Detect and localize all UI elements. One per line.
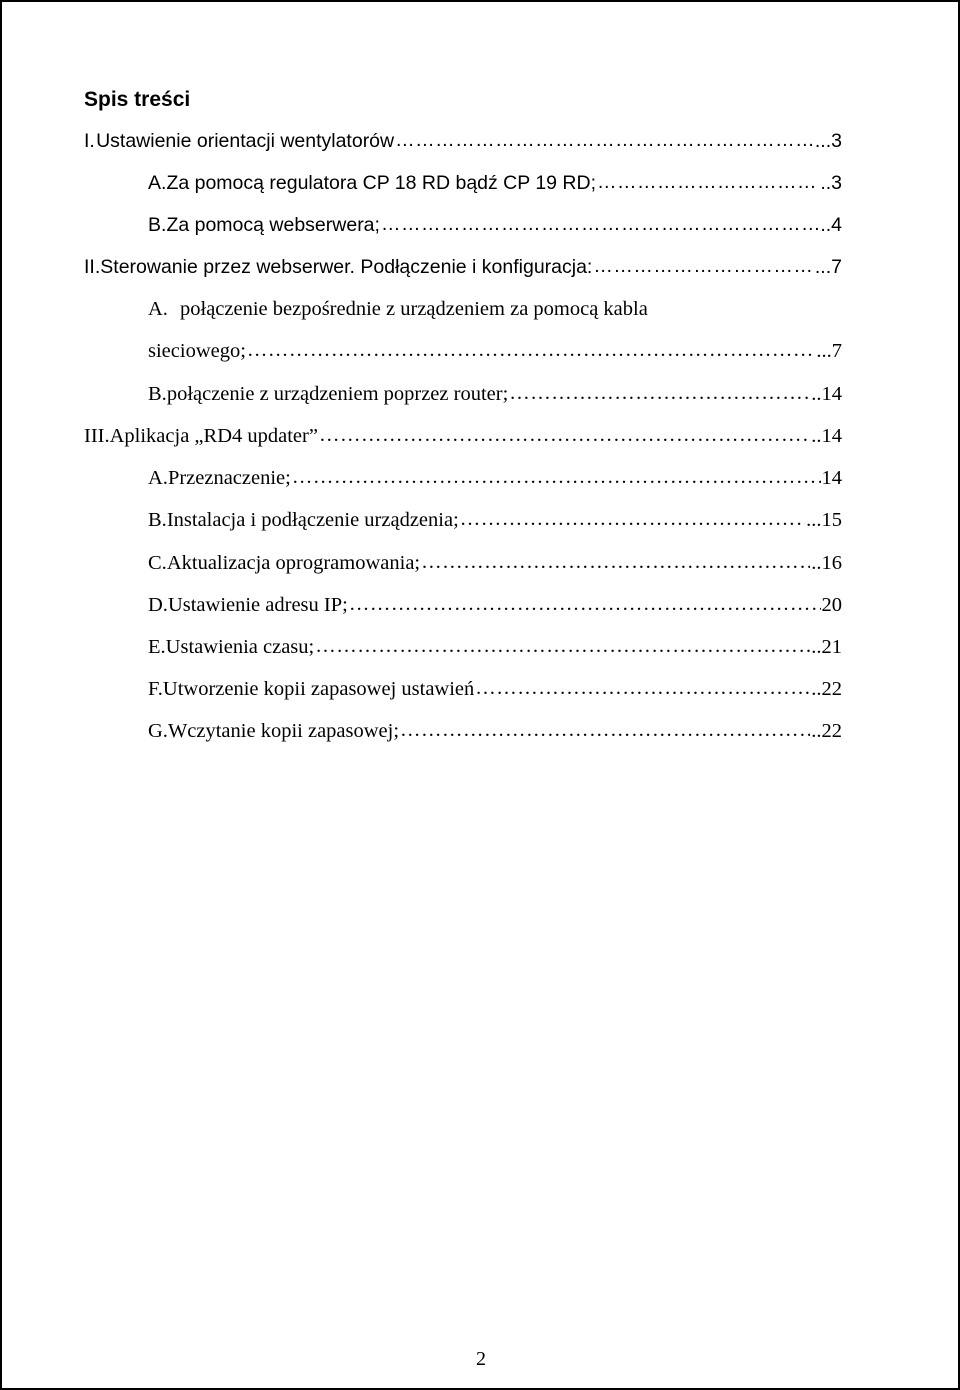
toc-entry[interactable] — [84, 126, 842, 156]
toc-entry-number: E. — [148, 636, 166, 658]
dot-leader — [319, 420, 810, 450]
toc-entry-page: ..22 — [811, 678, 842, 700]
dot-leader — [349, 589, 821, 619]
toc-entry-text: połączenie bezpośrednie z urządzeniem za pomocą kabla — [180, 298, 648, 320]
toc-entry-page: ...3 — [814, 130, 842, 152]
toc-entry-page: ..4 — [820, 214, 842, 236]
toc-entry-text: Instalacja i podłączenie urządzenia; — [166, 509, 459, 531]
toc-entry-number: III. — [84, 425, 110, 447]
toc-entry[interactable] — [84, 421, 842, 451]
toc-entry[interactable] — [148, 716, 842, 746]
page-number: 2 — [476, 1348, 486, 1370]
toc-entry-page: ..14 — [811, 383, 842, 405]
toc-entry[interactable] — [148, 463, 842, 493]
dot-leader — [315, 631, 810, 661]
dot-leader — [475, 673, 810, 703]
toc-entry-page: 20 — [821, 594, 842, 616]
toc-entry[interactable] — [148, 379, 842, 409]
toc-entry-number: B. — [148, 214, 167, 236]
toc-entry-text: Przeznaczenie; — [167, 467, 291, 489]
dot-leader — [593, 251, 814, 281]
toc-entry-number: C. — [148, 552, 167, 574]
dot-leader — [400, 715, 810, 745]
toc-entry-number: A. — [148, 298, 168, 320]
toc-entry-number: II. — [84, 256, 101, 278]
dot-leader — [292, 462, 821, 492]
toc-entry[interactable] — [148, 632, 842, 662]
toc-entry[interactable] — [148, 674, 842, 704]
toc-entry[interactable] — [84, 252, 842, 282]
toc-entry-page: ...7 — [814, 256, 842, 278]
dot-leader — [597, 167, 819, 197]
toc-entry-page: ..21 — [811, 636, 842, 658]
toc-entry-text: sieciowego; — [148, 340, 246, 362]
toc-entry-number: F. — [148, 678, 163, 700]
toc-entry-text: Wczytanie kopii zapasowej; — [167, 720, 400, 742]
toc-entry-text: Ustawienie adresu IP; — [167, 594, 348, 616]
toc-title: Spis treści — [84, 88, 191, 111]
toc-entry-number: B. — [148, 383, 167, 405]
toc-entry[interactable] — [148, 548, 842, 578]
toc-entry-number: G. — [148, 720, 168, 742]
toc-entry-text: połączenie z urządzeniem poprzez router; — [166, 383, 509, 405]
toc-entry-text: Ustawienia czasu; — [165, 636, 315, 658]
toc-entry-page: ...15 — [806, 509, 842, 531]
toc-entry-text: Ustawienie orientacji wentylatorów — [96, 130, 395, 152]
toc-entry-number: B. — [148, 509, 167, 531]
toc-entry-number: D. — [148, 594, 168, 616]
toc-entry-text: Sterowanie przez webserwer. Podłączenie i konfiguracja: — [100, 256, 593, 278]
toc-entry-number: I. — [84, 130, 95, 152]
dot-leader — [381, 209, 819, 239]
toc-entry-page: ..16 — [811, 552, 842, 574]
dot-leader — [395, 125, 814, 155]
dot-leader — [460, 504, 805, 534]
toc-entry[interactable] — [148, 210, 842, 240]
dot-leader — [509, 378, 810, 408]
toc-entry-page: ..22 — [811, 720, 842, 742]
toc-entry-number: A. — [148, 467, 168, 489]
toc-entry-page: ..3 — [820, 172, 842, 194]
toc-entry[interactable] — [148, 294, 842, 324]
toc-entry-text: Utworzenie kopii zapasowej ustawień — [162, 678, 475, 700]
toc-entry-page: ...7 — [816, 340, 842, 362]
toc-entry-number: A. — [148, 172, 167, 194]
toc-entry-text: Aplikacja „RD4 updater” — [109, 425, 318, 447]
toc-entry-text: Za pomocą webserwera; — [166, 214, 380, 236]
toc-entry-text: Za pomocą regulatora CP 18 RD bądź CP 19 RD; — [166, 172, 597, 194]
dot-leader — [247, 335, 815, 365]
toc-entry[interactable] — [148, 590, 842, 620]
toc-entry-text: Aktualizacja oprogramowania; — [166, 552, 421, 574]
dot-leader — [421, 547, 810, 577]
toc-entry-page: 14 — [821, 467, 842, 489]
toc-entry[interactable] — [148, 168, 842, 198]
toc-entry-continuation[interactable] — [148, 336, 842, 366]
toc-entry-page: ..14 — [811, 425, 842, 447]
toc-entry[interactable] — [148, 505, 842, 535]
